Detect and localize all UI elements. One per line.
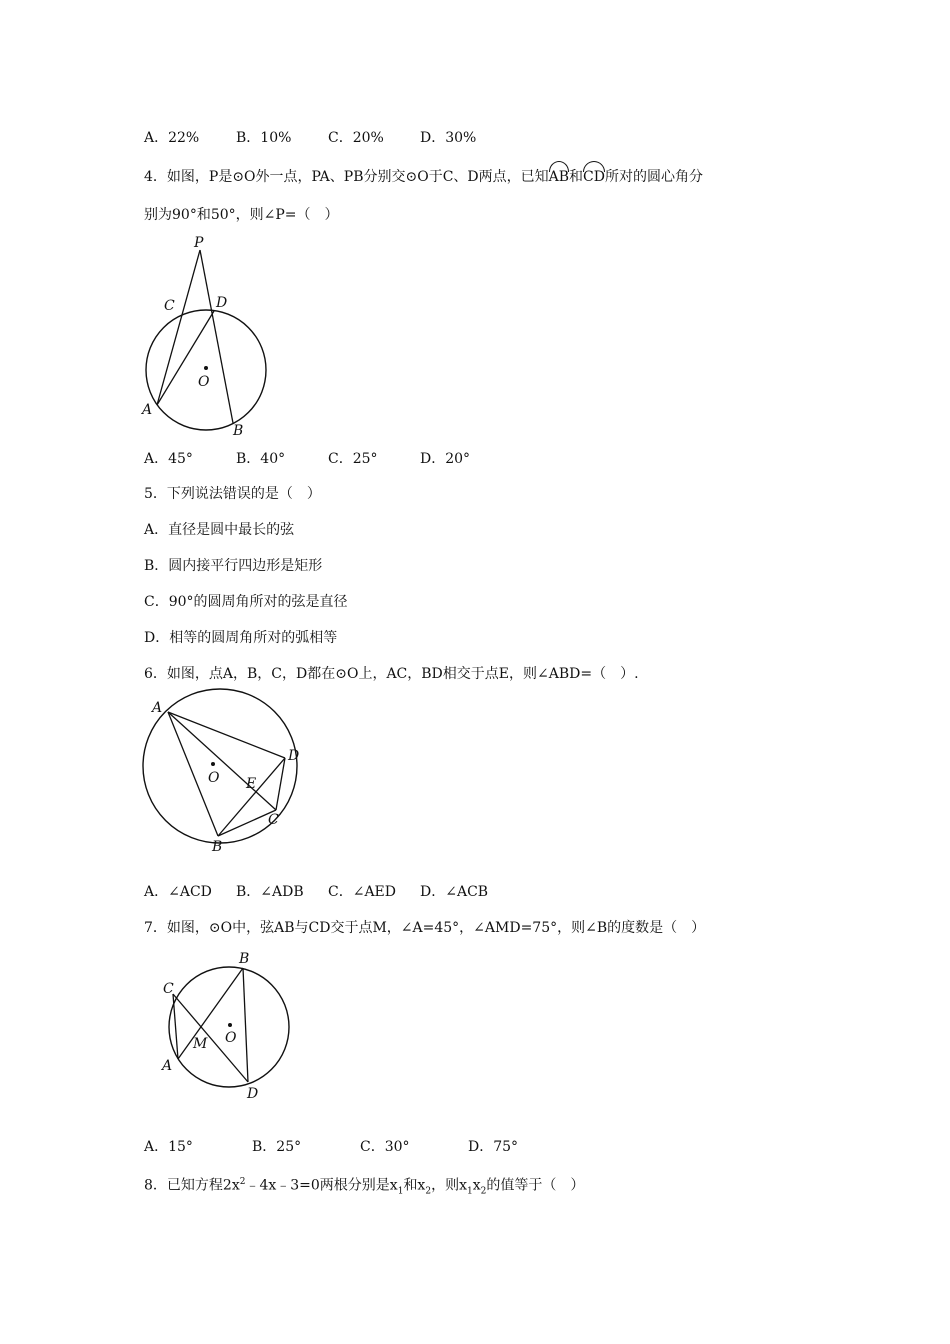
q7-label-c: C xyxy=(163,981,174,997)
q7-label-b: B xyxy=(239,951,250,967)
q6-figure xyxy=(140,696,310,856)
q3-option-c: C．20% xyxy=(328,130,384,146)
q6-stem: 6．如图，点A，B，C，D都在⊙O上，AC，BD相交于点E，则∠ABD=（ ）. xyxy=(144,666,639,682)
q4-label-p: P xyxy=(194,235,204,251)
q4-stem-line2: 别为90°和50°，则∠P=（ ） xyxy=(144,207,339,223)
q7-stem: 7．如图，⊙O中，弦AB与CD交于点M，∠A=45°，∠AMD=75°，则∠B的度数是（ ） xyxy=(144,920,706,936)
q6-option-b: B．∠ADB xyxy=(236,884,304,900)
q7-label-d: D xyxy=(247,1086,259,1102)
q4-center-dot xyxy=(204,366,208,370)
q7-label-m: M xyxy=(193,1036,208,1052)
q4-line-pb xyxy=(200,250,233,423)
q4-label-d: D xyxy=(216,295,228,311)
q6-center-dot xyxy=(211,762,215,766)
q5-choice-b: B．圆内接平行四边形是矩形 xyxy=(144,558,323,574)
q7-option-c: C．30° xyxy=(360,1139,410,1155)
q5-stem: 5．下列说法错误的是（ ） xyxy=(144,486,321,502)
q4-option-a: A．45° xyxy=(144,451,193,467)
q7-option-d: D．75° xyxy=(468,1139,519,1155)
q4-option-d: D．20° xyxy=(420,451,471,467)
q4-option-b: B．40° xyxy=(236,451,286,467)
q4-figure xyxy=(130,230,290,440)
q6-line-cd xyxy=(276,758,285,810)
q4-label-b: B xyxy=(233,423,244,439)
q6-label-b: B xyxy=(212,839,223,855)
q6-option-d: D．∠ACB xyxy=(420,884,489,900)
q6-label-d: D xyxy=(288,748,300,764)
q7-line-bd xyxy=(243,968,248,1082)
q4-label-o: O xyxy=(198,374,210,390)
q3-option-a: A．22% xyxy=(144,130,200,146)
q4-label-a: A xyxy=(142,402,153,418)
q7-center-dot xyxy=(228,1023,232,1027)
q7-option-a: A．15° xyxy=(144,1139,193,1155)
q3-option-b: B．10% xyxy=(236,130,292,146)
q8-stem: 8．已知方程$2x^2﹣4x﹣3=0$两根分别是$x_1$和$x_2$，则$x_1x_2$的值等于（ ） xyxy=(144,1177,585,1197)
q7-option-b: B．25° xyxy=(252,1139,302,1155)
q6-label-a: A xyxy=(152,700,163,716)
arc-ab: AB xyxy=(549,163,569,187)
q6-label-o: O xyxy=(208,770,220,786)
q3-option-d: D．30% xyxy=(420,130,477,146)
q7-label-o: O xyxy=(225,1030,237,1046)
q4-option-c: C．25° xyxy=(328,451,378,467)
q6-label-e: E xyxy=(246,776,257,792)
q6-option-a: A．∠ACD xyxy=(144,884,212,900)
q7-label-a: A xyxy=(162,1058,173,1074)
q6-option-c: C．∠AED xyxy=(328,884,396,900)
q7-line-cd xyxy=(173,994,248,1082)
arc-cd: CD xyxy=(583,163,605,187)
q6-label-c: C xyxy=(268,812,279,828)
q6-line-ad xyxy=(168,712,285,758)
q4-stem-line1: 4．如图，P是⊙O外一点，PA、PB分别交⊙O于C、D两点，已知AB和CD所对的圆心角分 xyxy=(144,163,703,187)
q7-circle xyxy=(169,967,289,1087)
q7-figure xyxy=(155,948,305,1103)
q5-choice-a: A．直径是圆中最长的弦 xyxy=(144,522,295,538)
q4-label-c: C xyxy=(164,298,175,314)
q5-choice-c: C．90°的圆周角所对的弦是直径 xyxy=(144,594,348,610)
q5-choice-d: D．相等的圆周角所对的弧相等 xyxy=(144,630,338,646)
q6-line-ac xyxy=(168,712,276,810)
